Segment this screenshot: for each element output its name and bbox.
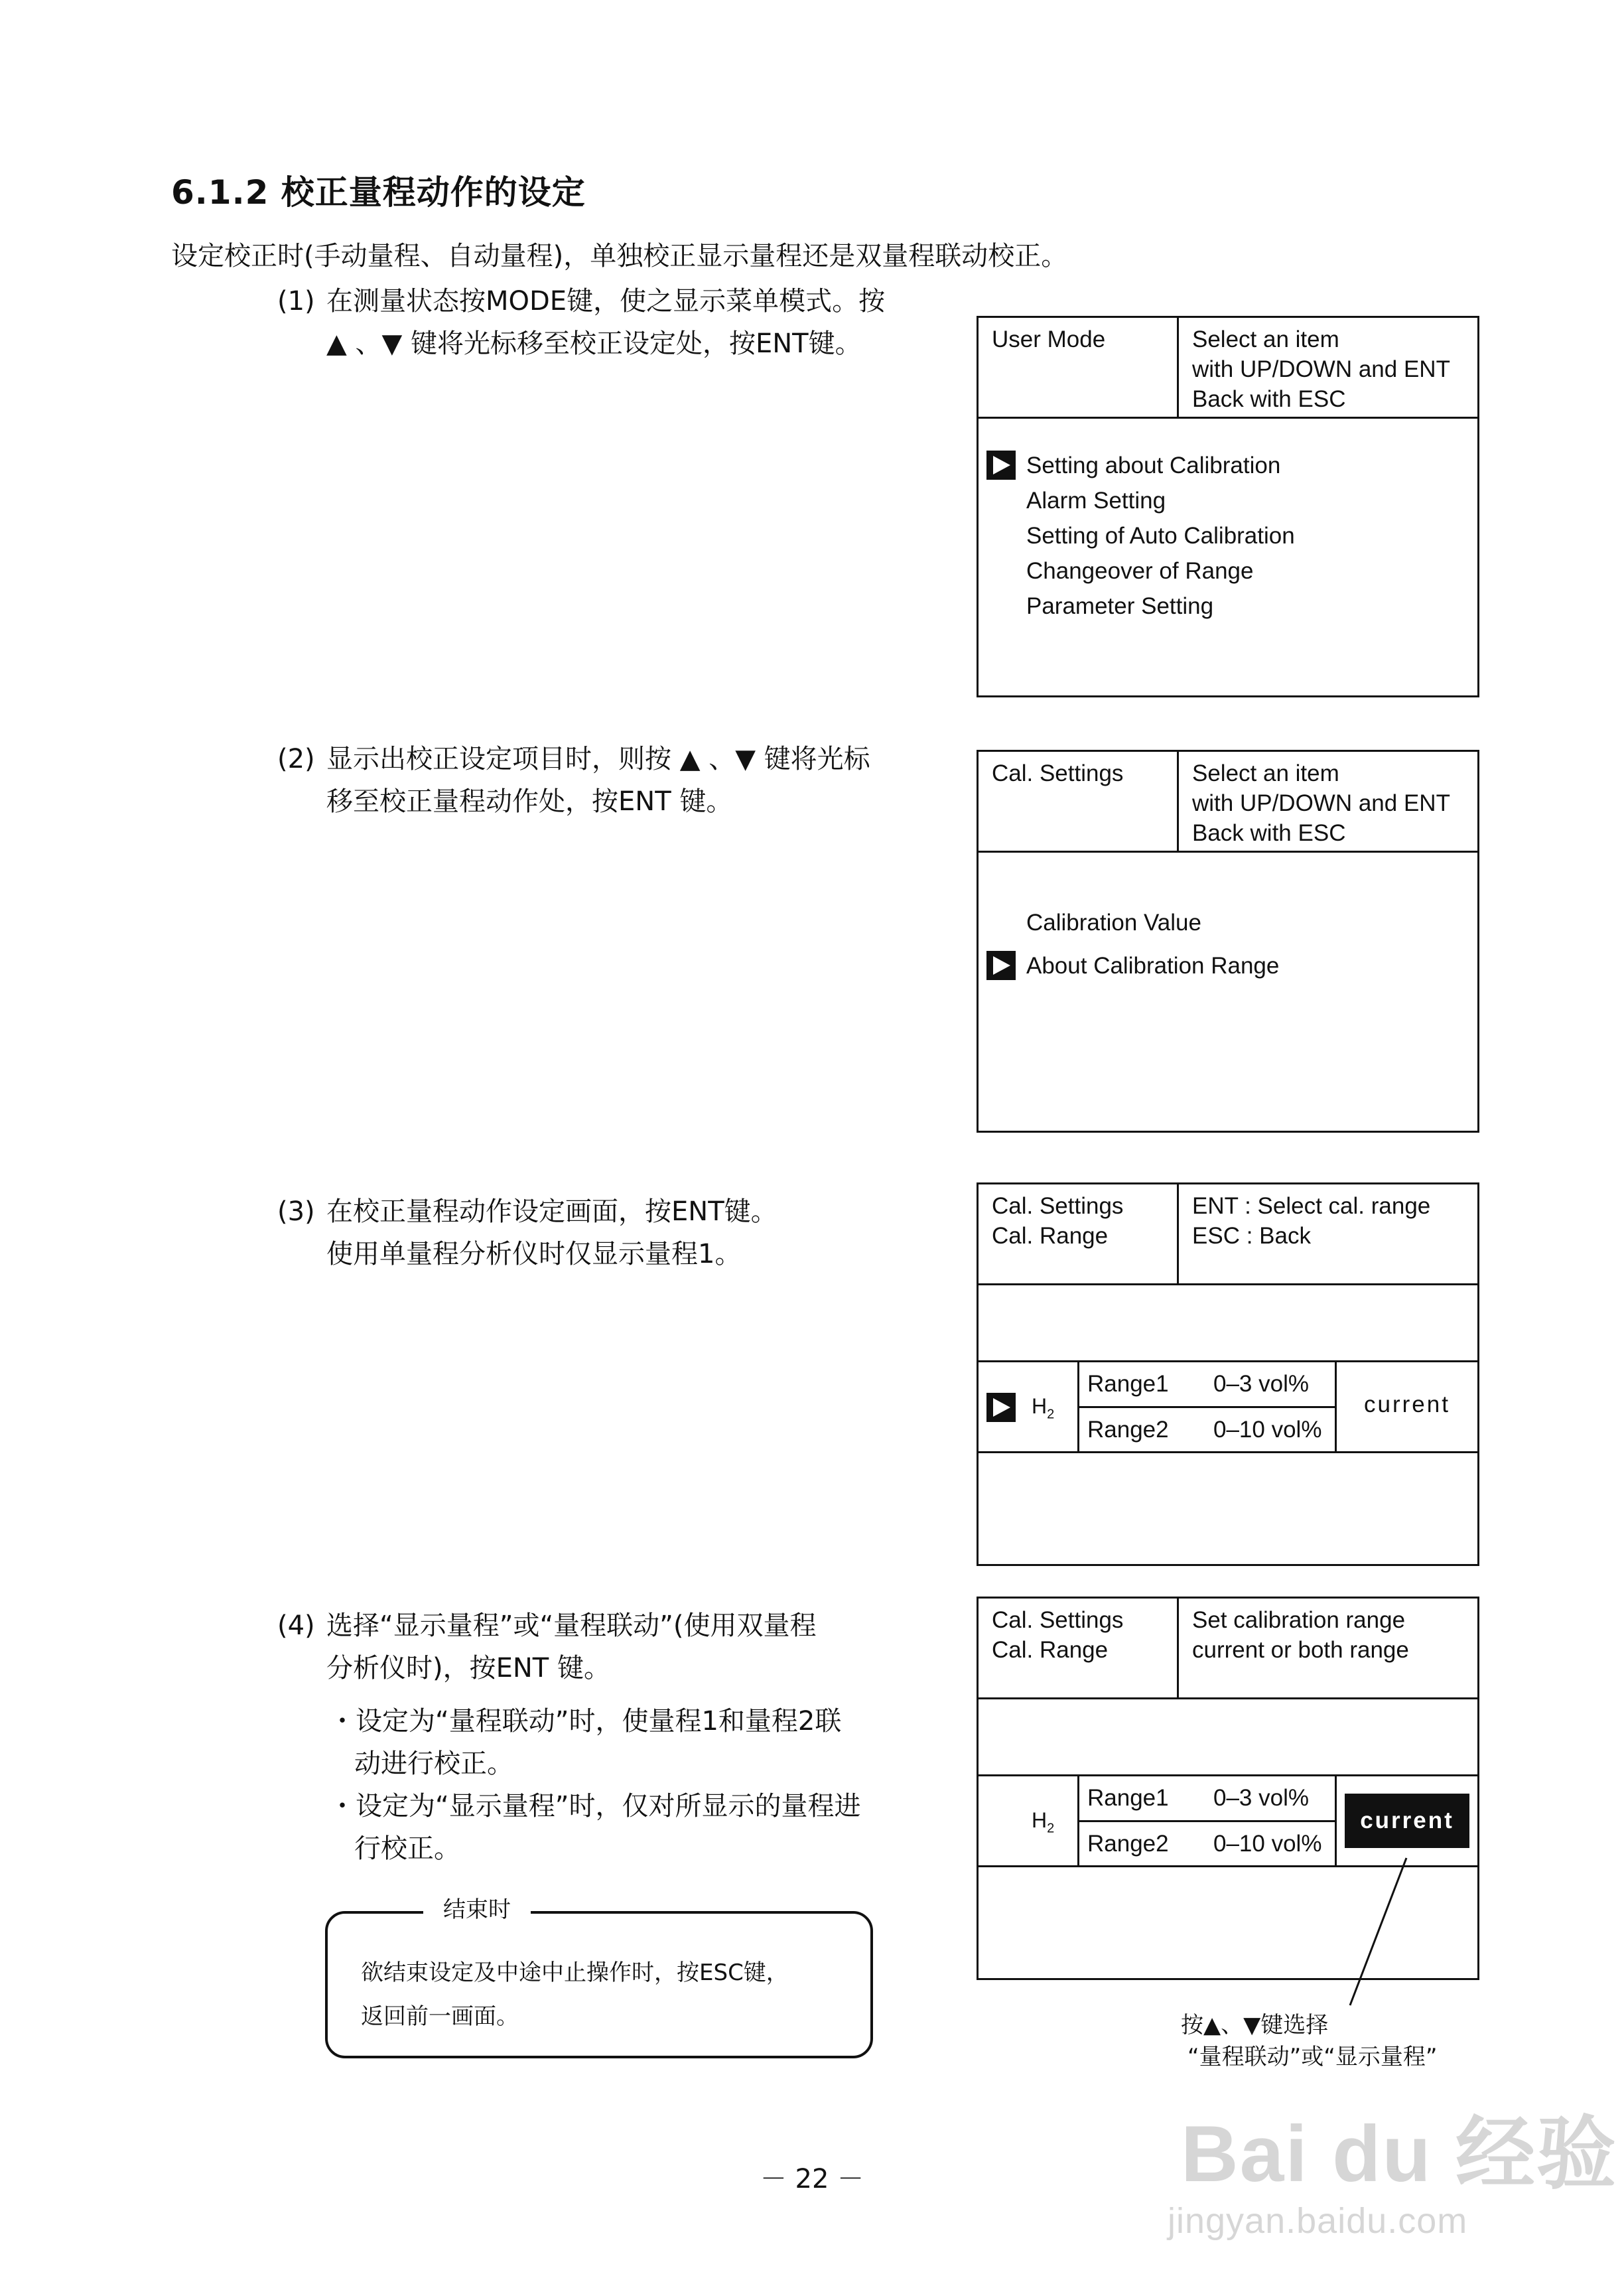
menu-item-calibration[interactable]: Setting about Calibration bbox=[1026, 453, 1281, 478]
bullet-line: ・设定为“量程联动”时，使量程1和量程2联 bbox=[329, 1706, 842, 1737]
step-line: 在测量状态按MODE键，使之显示菜单模式。按 bbox=[326, 286, 886, 317]
leader-line bbox=[1350, 1858, 1406, 2005]
note-line: 返回前一画面。 bbox=[361, 2003, 519, 2030]
range-label: Range2 bbox=[1087, 1417, 1169, 1443]
lcd-help-line: with UP/DOWN and ENT bbox=[1192, 356, 1450, 382]
range-value: 0–3 vol% bbox=[1213, 1785, 1309, 1811]
step-number: (2) bbox=[277, 744, 315, 774]
note-line: 欲结束设定及中途中止操作时，按ESC键， bbox=[361, 1959, 789, 1986]
lcd-help-line: Select an item bbox=[1192, 326, 1339, 352]
lcd-help-line: with UP/DOWN and ENT bbox=[1192, 790, 1450, 816]
menu-item-auto-calibration[interactable]: Setting of Auto Calibration bbox=[1026, 523, 1295, 549]
step-number: (4) bbox=[277, 1610, 315, 1641]
step-line: 分析仪时)，按ENT 键。 bbox=[326, 1653, 610, 1683]
lcd-help-line: ENT : Select cal. range bbox=[1192, 1193, 1431, 1219]
range-label: Range2 bbox=[1087, 1831, 1169, 1857]
range-mode-value-highlighted[interactable]: current bbox=[1345, 1794, 1469, 1848]
lcd-help-line: Back with ESC bbox=[1192, 820, 1346, 846]
lcd-help-line: current or both range bbox=[1192, 1637, 1409, 1663]
callout-line: “量程联动”或“显示量程” bbox=[1187, 2044, 1438, 2070]
baidu-watermark-logo bbox=[1168, 2084, 1618, 2269]
range-value: 0–3 vol% bbox=[1213, 1371, 1309, 1397]
gas-subscript: 2 bbox=[1047, 1821, 1055, 1836]
lcd-help-line: ESC : Back bbox=[1192, 1223, 1311, 1249]
lcd-title-line: Cal. Settings bbox=[992, 1193, 1124, 1219]
menu-item-calibration-range[interactable]: About Calibration Range bbox=[1026, 953, 1280, 979]
lcd-title-line: Cal. Settings bbox=[992, 760, 1124, 786]
step-number: (1) bbox=[277, 286, 315, 317]
gas-subscript: 2 bbox=[1047, 1407, 1055, 1422]
lcd-help-line: Set calibration range bbox=[1192, 1607, 1406, 1633]
step-line: 使用单量程分析仪时仅显示量程1。 bbox=[326, 1239, 742, 1269]
lcd-title-line: Cal. Settings bbox=[992, 1607, 1124, 1633]
step-line: ▲ 、▼ 键将光标移至校正设定处，按ENT键。 bbox=[326, 328, 862, 359]
step-line: 在校正量程动作设定画面，按ENT键。 bbox=[326, 1196, 778, 1227]
step-number: (3) bbox=[277, 1196, 315, 1227]
page-number: － 22 － bbox=[760, 2164, 864, 2194]
menu-item-parameter[interactable]: Parameter Setting bbox=[1026, 593, 1214, 619]
watermark-brand: Bai du 经验 bbox=[1181, 2109, 1618, 2198]
section-heading: 6.1.2 校正量程动作的设定 bbox=[171, 173, 586, 212]
range-value: 0–10 vol% bbox=[1213, 1417, 1322, 1443]
range-value: 0–10 vol% bbox=[1213, 1831, 1322, 1857]
bullet-line: ・设定为“显示量程”时，仅对所显示的量程进 bbox=[329, 1791, 861, 1821]
bullet-line: 动进行校正。 bbox=[354, 1748, 513, 1779]
gas-symbol: H bbox=[1032, 1394, 1048, 1418]
lcd-help-line: Back with ESC bbox=[1192, 386, 1346, 412]
menu-item-alarm[interactable]: Alarm Setting bbox=[1026, 488, 1166, 514]
lcd-title-line: User Mode bbox=[992, 326, 1106, 352]
callout-text bbox=[1181, 2009, 1437, 2073]
range-label: Range1 bbox=[1087, 1785, 1169, 1811]
menu-item-range-changeover[interactable]: Changeover of Range bbox=[1026, 558, 1254, 584]
step-line: 移至校正量程动作处，按ENT 键。 bbox=[326, 786, 733, 817]
range-mode-value: current bbox=[1364, 1391, 1450, 1417]
note-text bbox=[361, 1951, 789, 2038]
lcd-title-line: Cal. Range bbox=[992, 1223, 1109, 1249]
lcd-help-line: Select an item bbox=[1192, 760, 1339, 786]
watermark-url: jingyan.baidu.com bbox=[1168, 2201, 1468, 2241]
gas-symbol: H bbox=[1032, 1808, 1048, 1832]
step-line: 选择“显示量程”或“量程联动”(使用双量程 bbox=[326, 1610, 817, 1641]
lcd-title-line: Cal. Range bbox=[992, 1637, 1109, 1663]
step-line: 显示出校正设定项目时，则按 ▲ 、▼ 键将光标 bbox=[326, 744, 870, 774]
menu-item-calibration-value[interactable]: Calibration Value bbox=[1026, 910, 1201, 936]
note-title: 结束时 bbox=[423, 1891, 531, 1924]
range-label: Range1 bbox=[1087, 1371, 1169, 1397]
intro-text: 设定校正时(手动量程、自动量程)，单独校正显示量程还是双量程联动校正。 bbox=[171, 241, 1068, 271]
callout-line: 按▲、▼键选择 bbox=[1181, 2012, 1329, 2038]
bullet-line: 行校正。 bbox=[354, 1833, 460, 1864]
